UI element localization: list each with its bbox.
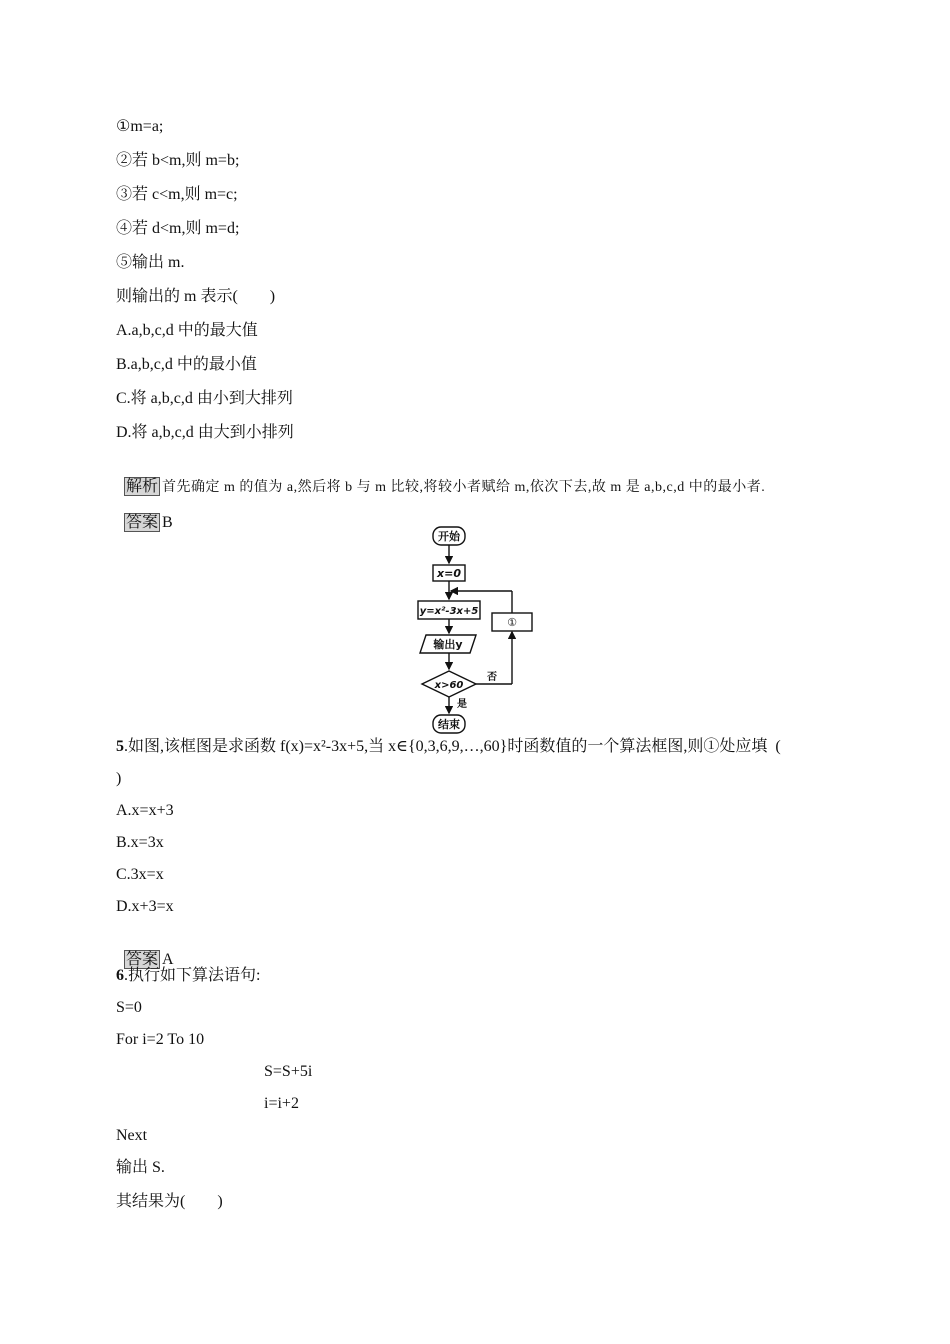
q4-question: 则输出的 m 表示( )	[116, 288, 276, 305]
code-line: 输出 S.	[116, 1159, 165, 1176]
code-line: i=i+2	[264, 1095, 299, 1112]
init-label: x=0	[437, 567, 461, 580]
answer-tag: 答案	[126, 951, 159, 968]
q4-option-c: C.将 a,b,c,d 由小到大排列	[116, 390, 293, 407]
code-line: Next	[116, 1127, 148, 1144]
analysis-tag: 解析	[126, 478, 159, 495]
condition-label: x>60	[434, 680, 464, 691]
code-line: S=0	[116, 999, 142, 1016]
q5-option-c: C.3x=x	[116, 866, 164, 883]
no-label: 否	[487, 672, 497, 683]
q4-answer	[116, 493, 173, 533]
answer-value: B	[162, 514, 173, 531]
q5-number: 5	[116, 738, 124, 755]
start-label: 开始	[438, 530, 460, 543]
compute-label: y=x²-3x+5	[419, 606, 479, 617]
q4-step-4: ④若 d<m,则 m=d;	[116, 220, 240, 237]
q6-stem	[116, 966, 260, 986]
q6-number: 6	[116, 967, 124, 984]
answer-value: A	[162, 951, 174, 968]
q4-analysis	[116, 457, 765, 498]
analysis-text: 首先确定 m 的值为 a,然后将 b 与 m 比较,将较小者赋给 m,依次下去,故 m 是 a,b,c,d 中的最小者.	[162, 480, 766, 495]
q4-option-d: D.将 a,b,c,d 由大到小排列	[116, 424, 294, 441]
q5-stem-text: .如图,该框图是求函数 f(x)=x²-3x+5,当 x∈{0,3,6,9,…,60}时函数值的一个算法框图,则①处应填 (	[124, 738, 781, 755]
code-line: S=S+5i	[264, 1063, 313, 1080]
q5-option-d: D.x+3=x	[116, 898, 174, 915]
q5-option-a: A.x=x+3	[116, 802, 174, 819]
yes-label: 是	[457, 699, 467, 710]
end-label: 结束	[438, 718, 460, 731]
q5-answer	[116, 930, 174, 970]
q4-step-1: ①m=a;	[116, 118, 164, 135]
flowchart	[412, 523, 542, 737]
q4-option-b: B.a,b,c,d 中的最小值	[116, 356, 257, 373]
q5-stem-cont: )	[116, 770, 122, 787]
q4-option-a: A.a,b,c,d 中的最大值	[116, 322, 258, 339]
q5-stem	[116, 737, 781, 757]
answer-tag: 答案	[126, 514, 159, 531]
q6-stem-text: .执行如下算法语句:	[124, 967, 261, 984]
output-label: 输出y	[433, 638, 463, 651]
code-line: For i=2 To 10	[116, 1031, 205, 1048]
q6-question: 其结果为( )	[116, 1193, 223, 1210]
q4-step-3: ③若 c<m,则 m=c;	[116, 186, 238, 203]
q5-option-b: B.x=3x	[116, 834, 164, 851]
step-label: ①	[507, 616, 517, 629]
q4-step-5: ⑤输出 m.	[116, 254, 185, 271]
q4-step-2: ②若 b<m,则 m=b;	[116, 152, 240, 169]
